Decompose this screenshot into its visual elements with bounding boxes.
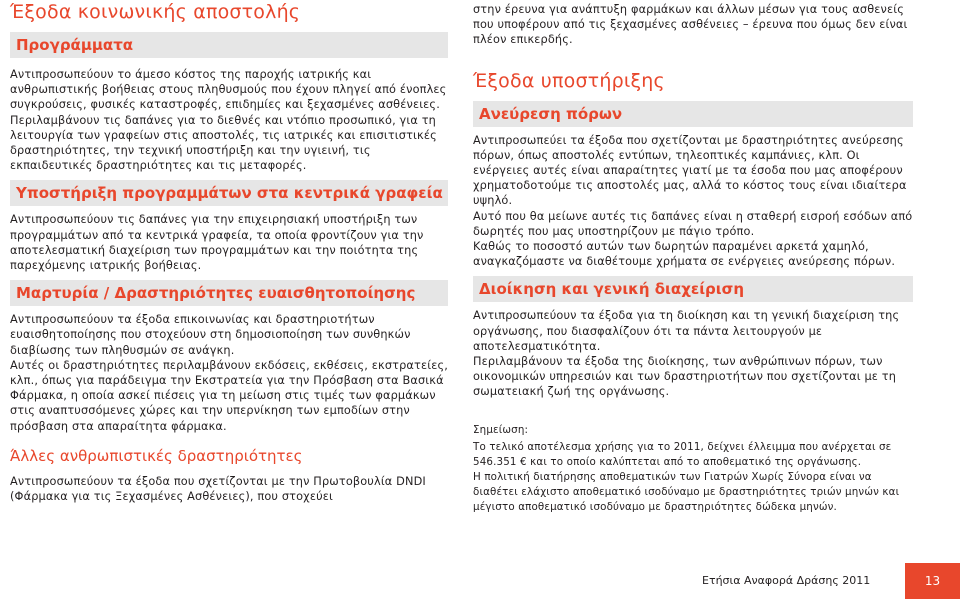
page-number: 13 bbox=[905, 563, 960, 599]
administration-text-2: Περιλαμβάνουν τα έξοδα της διοίκησης, των ανθρώπινων πόρων, των οικονομικών υπηρεσιών και των δραστηριοτήτων που σχετίζονται με τη σωματειακή ζωή της οργάνωσης. bbox=[473, 355, 897, 399]
hq-support-text: Αντιπροσωπεύουν τις δαπάνες για την επιχειρησιακή υποστήριξη των προγραμμάτων από τα κεντρικά γραφεία, τα οποία φροντίζουν για την αποτελεσματική διαχείριση των προγραμμάτων και την ποιότητα της παρεχόμενης ιατρικής βοήθειας. bbox=[10, 213, 424, 273]
administration-heading: Διοίκηση και γενική διαχείριση bbox=[473, 276, 913, 302]
note-text-2: Η πολιτική διατήρησης αποθεματικών των Γιατρών Χωρίς Σύνορα είναι να διαθέτει ελάχιστο αποθεματικό ισοδύναμο με δραστηριότητες τριών μηνών και μέγιστο αποθεματικό ισοδύναμο με δραστηριότητες δώδεκα μηνών. bbox=[473, 470, 900, 513]
testimony-heading: Μαρτυρία / Δραστηριότητες ευαισθητοποίησης bbox=[10, 280, 448, 306]
other-humanitarian-heading: Άλλες ανθρωπιστικές δραστηριότητες bbox=[10, 446, 303, 465]
fundraising-heading: Ανεύρεση πόρων bbox=[473, 101, 913, 127]
programs-text: Αντιπροσωπεύουν το άμεσο κόστος της παροχής ιατρικής και ανθρωπιστικής βοήθειας στους πληθυσμούς που έχουν πληγεί από ένοπλες συγκρούσεις, φυσικές καταστροφές, επιδημίες και ξεχασμένες ασθένειες. Περιλαμβάνουν τις δαπάνες για το διεθνές και ντόπιο προσωπικό, για τη λειτουργία των γραφείων στις αποστολές, τις ιατρικές και επισιτιστικές δραστηριότητες, την τεχνική υποστήριξη και την υγιεινή, τις εκπαιδευτικές δραστηριότητες και τις μεταφορές. bbox=[10, 68, 447, 173]
note-label: Σημείωση: bbox=[473, 423, 529, 436]
continued-text: στην έρευνα για ανάπτυξη φαρμάκων και άλλων μέσων για τους ασθενείς που υποφέρουν από τις ξεχασμένες ασθένειες – έρευνα που όμως δεν είναι πλέον επικερδής. bbox=[473, 3, 908, 47]
social-mission-title: Έξοδα κοινωνικής αποστολής bbox=[10, 1, 301, 23]
administration-text-1: Αντιπροσωπεύουν τα έξοδα για τη διοίκηση και τη γενική διαχείριση της οργάνωσης, που διασφαλίζουν ότι τα πάντα λειτουργούν με αποτελεσματικότητα. bbox=[473, 309, 900, 353]
testimony-text-1: Αντιπροσωπεύουν τα έξοδα επικοινωνίας και δραστηριοτήτων ευαισθητοποίησης που στοχεύουν στη δημοσιοποίηση των συνθηκών διαβίωσης των πληθυσμών σε ανάγκη. bbox=[10, 313, 411, 357]
report-title: Ετήσια Αναφορά Δράσης 2011 bbox=[702, 574, 871, 587]
fundraising-text-2: Αυτό που θα μείωνε αυτές τις δαπάνες είναι η σταθερή εισροή εσόδων από δωρητές που μας υποστηρίζουν με πάγιο τρόπο. bbox=[473, 209, 913, 238]
programs-heading: Προγράμματα bbox=[10, 32, 448, 58]
hq-support-heading: Υποστήριξη προγραμμάτων στα κεντρικά γραφεία bbox=[10, 180, 448, 206]
testimony-text-2: Αυτές οι δραστηριότητες περιλαμβάνουν εκδόσεις, εκθέσεις, εκστρατείες, κλπ., όπως για παράδειγμα την Εκστρατεία για την Πρόσβαση στα Βασικά Φάρμακα, η οποία ασκεί πιέσεις για τη μείωση στις τιμές των φαρμάκων στις αναπτυσσόμενες χώρες και την υπερνίκηση των εμποδίων στην πρόσβαση στα απαραίτητα φάρμακα. bbox=[10, 358, 448, 433]
other-humanitarian-text: Αντιπροσωπεύουν τα έξοδα που σχετίζονται με την Πρωτοβουλία DNDI (Φάρμακα για τις Ξεχασμένες Ασθένειες), που στοχεύει bbox=[10, 474, 426, 504]
right-column bbox=[473, 0, 913, 515]
fundraising-text-1: Αντιπροσωπεύει τα έξοδα που σχετίζονται με δραστηριότητες ανεύρεσης πόρων, όπως αποστολές εντύπων, τηλεοπτικές καμπάνιες, κλπ. Οι ενέργειες αυτές είναι απαραίτητες γιατί με τα έσοδα που μας αποφέρουν χρηματοδοτούμε τις αποστολές μας, αλλά το κόστος τους είναι ιδιαίτερα υψηλό. bbox=[473, 133, 907, 208]
left-column bbox=[10, 0, 448, 504]
note-block bbox=[473, 423, 913, 515]
fundraising-text-3: Καθώς το ποσοστό αυτών των δωρητών παραμένει αρκετά χαμηλό, αναγκαζόμαστε να διαθέτουμε χρήματα σε ενέργειες ανεύρεσης πόρων. bbox=[473, 240, 896, 269]
note-text-1: Το τελικό αποτέλεσμα χρήσης για το 2011, δείχνει έλλειμμα που ανέρχεται σε 546.351 € και το οποίο καλύπτεται από το αποθεματικό της οργάνωσης. bbox=[473, 440, 892, 468]
support-expenses-title: Έξοδα υποστήριξης bbox=[473, 69, 665, 92]
